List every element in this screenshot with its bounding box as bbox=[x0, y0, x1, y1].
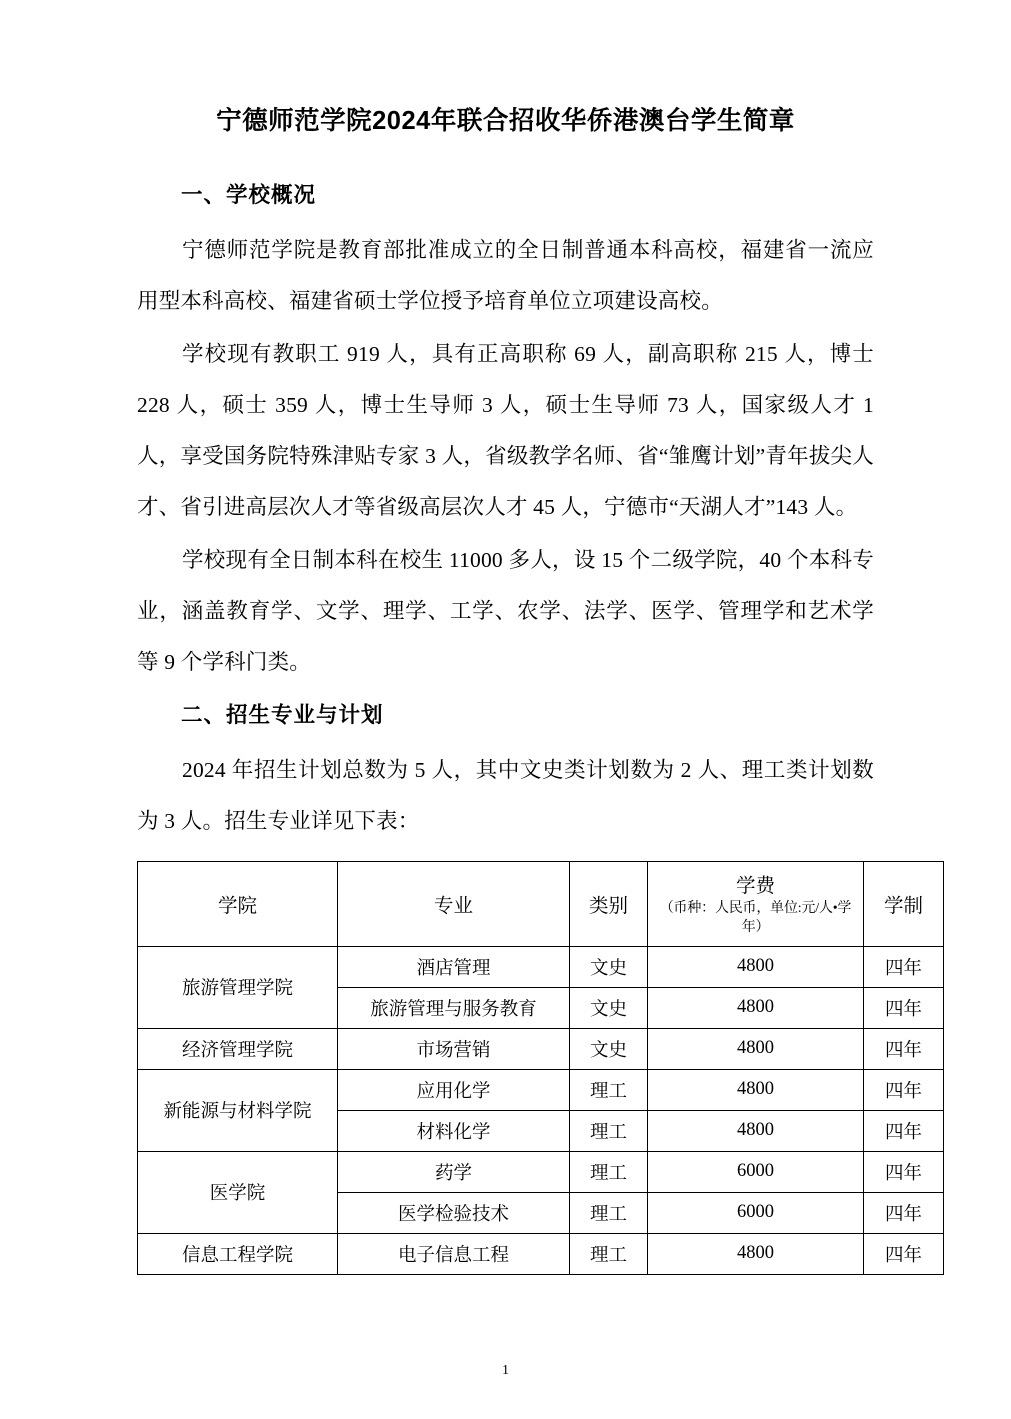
cell-fee: 4800 bbox=[648, 946, 864, 987]
cell-major: 材料化学 bbox=[338, 1110, 570, 1151]
column-header-category: 类别 bbox=[570, 861, 648, 946]
page-number: 1 bbox=[502, 1363, 509, 1378]
cell-major: 旅游管理与服务教育 bbox=[338, 987, 570, 1028]
section-heading-admission-plan: 二、招生专业与计划 bbox=[181, 702, 384, 727]
cell-category: 理工 bbox=[570, 1151, 648, 1192]
paragraph-student-stats: 学校现有全日制本科在校生 11000 多人，设 15 个二级学院，40 个本科专业，涵盖教育学、文学、理学、工学、农学、法学、医学、管理学和艺术学等 9 个学科门类。 bbox=[137, 547, 874, 674]
cell-major: 电子信息工程 bbox=[338, 1233, 570, 1274]
admission-plan-table bbox=[137, 861, 944, 1275]
cell-category: 理工 bbox=[570, 1110, 648, 1151]
cell-duration: 四年 bbox=[864, 1110, 944, 1151]
section-heading-school-overview: 一、学校概况 bbox=[181, 182, 317, 207]
paragraph-plan-summary: 2024 年招生计划总数为 5 人，其中文史类计划数为 2 人、理工类计划数为 3 人。招生专业详见下表： bbox=[137, 757, 874, 833]
cell-fee: 6000 bbox=[648, 1151, 864, 1192]
column-header-college: 学院 bbox=[138, 861, 338, 946]
column-header-major: 专业 bbox=[338, 861, 570, 946]
table-row bbox=[138, 1028, 944, 1069]
cell-fee: 4800 bbox=[648, 987, 864, 1028]
cell-fee: 4800 bbox=[648, 1028, 864, 1069]
paragraph-school-intro: 宁德师范学院是教育部批准成立的全日制普通本科高校，福建省一流应用型本科高校、福建省硕士学位授予培育单位立项建设高校。 bbox=[137, 237, 874, 313]
column-header-fee-main: 学费 bbox=[735, 875, 775, 897]
table-header-row bbox=[138, 861, 944, 946]
page-title: 宁德师范学院2024年联合招收华侨港澳台学生简章 bbox=[216, 107, 795, 135]
cell-college: 信息工程学院 bbox=[138, 1233, 338, 1274]
cell-major: 酒店管理 bbox=[338, 946, 570, 987]
cell-major: 药学 bbox=[338, 1151, 570, 1192]
cell-fee: 4800 bbox=[648, 1233, 864, 1274]
cell-fee: 4800 bbox=[648, 1110, 864, 1151]
cell-duration: 四年 bbox=[864, 1151, 944, 1192]
cell-category: 理工 bbox=[570, 1233, 648, 1274]
cell-category: 文史 bbox=[570, 1028, 648, 1069]
table-row bbox=[138, 1233, 944, 1274]
cell-duration: 四年 bbox=[864, 1233, 944, 1274]
cell-category: 理工 bbox=[570, 1069, 648, 1110]
cell-fee: 4800 bbox=[648, 1069, 864, 1110]
cell-duration: 四年 bbox=[864, 946, 944, 987]
column-header-fee bbox=[648, 861, 864, 946]
table-row bbox=[138, 1151, 944, 1192]
column-header-fee-unit: （币种：人民币，单位:元/人•学年） bbox=[659, 900, 852, 935]
table-row bbox=[138, 1069, 944, 1110]
cell-college: 旅游管理学院 bbox=[138, 946, 338, 1028]
cell-major: 市场营销 bbox=[338, 1028, 570, 1069]
cell-duration: 四年 bbox=[864, 1069, 944, 1110]
cell-college: 经济管理学院 bbox=[138, 1028, 338, 1069]
cell-category: 理工 bbox=[570, 1192, 648, 1233]
column-header-duration: 学制 bbox=[864, 861, 944, 946]
cell-duration: 四年 bbox=[864, 1192, 944, 1233]
cell-category: 文史 bbox=[570, 987, 648, 1028]
cell-college: 新能源与材料学院 bbox=[138, 1069, 338, 1151]
paragraph-faculty-stats: 学校现有教职工 919 人，具有正高职称 69 人，副高职称 215 人，博士 228 人，硕士 359 人，博士生导师 3 人，硕士生导师 73 人，国家级人才 1 人，享受国务院特殊津贴专家 3 人，省级教学名师、省“雏鹰计划”青年拔尖人才、省引进高层次人才等省级高层次人才 45 人，宁德市“天湖人才”143 人。 bbox=[137, 341, 874, 519]
table-row bbox=[138, 946, 944, 987]
cell-college: 医学院 bbox=[138, 1151, 338, 1233]
cell-major: 应用化学 bbox=[338, 1069, 570, 1110]
cell-duration: 四年 bbox=[864, 987, 944, 1028]
cell-major: 医学检验技术 bbox=[338, 1192, 570, 1233]
cell-fee: 6000 bbox=[648, 1192, 864, 1233]
cell-duration: 四年 bbox=[864, 1028, 944, 1069]
cell-category: 文史 bbox=[570, 946, 648, 987]
